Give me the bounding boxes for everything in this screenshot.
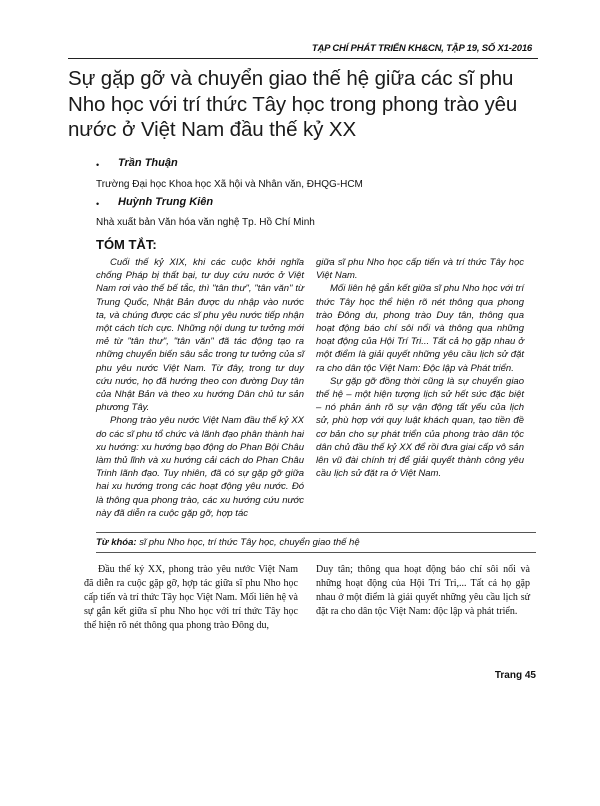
body-paragraph: Duy tân; thông qua hoạt động báo chí sôi nổi và những hoạt động của Hội Trí Tri,... Tất cả họ gặp nhau ở một điểm là giải quyết những yêu cầu lịch sử đặt ra cho dân tộc Việt Nam: độc lập và phát triển. <box>316 564 530 617</box>
paper-title: Sự gặp gỡ và chuyển giao thế hệ giữa các sĩ phu Nho học với trí thức Tây học trong phong trào yêu nước ở Việt Nam đầu thế kỷ XX <box>68 67 518 141</box>
author-name: Trần Thuận <box>118 157 178 169</box>
author-affiliation: Nhà xuất bản Văn hóa văn nghệ Tp. Hồ Chí Minh <box>96 217 315 228</box>
abstract-heading: TÓM TẮT: <box>96 237 157 252</box>
keywords-text: sĩ phu Nho học, trí thức Tây học, chuyển giao thế hệ <box>136 537 360 548</box>
author-affiliation: Trường Đại học Khoa học Xã hội và Nhân văn, ĐHQG-HCM <box>96 179 363 190</box>
author-bullet: • <box>96 160 100 170</box>
body-paragraph: Đầu thế kỷ XX, phong trào yêu nước Việt Nam đã diễn ra cuộc gặp gỡ, hợp tác giữa sĩ phu Nho học cấp tiến và trí thức Tây học Việt Nam. Mối liên hệ và sự gắn kết giữa sĩ phu Nho học với trí thức Tây học thể hiện rõ nét thông qua phong trào Đông du, <box>84 564 298 631</box>
keywords-bottom-rule <box>96 552 536 553</box>
abstract-paragraph: Phong trào yêu nước Việt Nam đầu thế kỷ XX do các sĩ phu tổ chức và lãnh đạo phân thành hai xu hướng: xu hướng bạo động do Phan Bội Châu làm thủ lĩnh và xu hướng cải cách do Phan Châu Trinh lãnh đạo. Tuy nhiên, đã có sự gặp gỡ giữa hai xu hướng trong các hoạt động yêu nước. Đó là thông qua phong trào, các xu hướng cứu nước này đã diễn ra cuộc gặp gỡ, hợp tác <box>96 415 304 519</box>
abstract-left-column <box>96 256 304 520</box>
abstract-paragraph: Cuối thế kỷ XIX, khi các cuộc khởi nghĩa chống Pháp bị thất bại, tư duy cứu nước ở Việt Nam rơi vào thế bế tắc, thì "tân thư", "tân văn" từ Trung Quốc, Nhật Bản được du nhập vào nước ta, và chúng được các sĩ phu yêu nước tiếp nhận một cách tích cực. Những nội dung tư tưởng mới mẻ từ "tân thư", "tân văn" đã tác động tạo ra những chuyển biến sâu sắc trong tư tưởng của sĩ phu yêu nước Việt Nam. Từ đây, trong tư duy cứu nước, họ đã hướng theo con đường Duy tân của Nhật Bản và theo xu hướng Dân chủ tư sản phương Tây. <box>96 257 304 414</box>
abstract-right-column <box>316 256 524 480</box>
keywords-top-rule <box>96 532 536 533</box>
abstract-paragraph: Sự gặp gỡ đồng thời cũng là sự chuyển giao thế hệ – một hiện tượng lịch sử hết sức đặc biệt – nó phản ánh rõ sự vận động tất yếu của lịch sử, phù hợp với quy luật khách quan, tạo tiền đề cơ bản cho sự phát triển của phong trào dân tộc dân chủ đầu thế kỷ XX để rồi đưa giai cấp vô sản lên vũ đài chính trị để giải quyết thành công yêu cầu lịch sử đặt ra ở Việt Nam. <box>316 375 524 480</box>
abstract-paragraph: giữa sĩ phu Nho học cấp tiến và trí thức Tây học Việt Nam. <box>316 257 524 282</box>
keywords-label: Từ khóa: <box>96 537 137 548</box>
author-bullet: • <box>96 199 100 209</box>
keywords <box>96 537 360 548</box>
header-divider <box>68 58 538 59</box>
journal-header: TẠP CHÍ PHÁT TRIỂN KH&CN, TẬP 19, SỐ X1-2016 <box>311 43 532 54</box>
body-right-column <box>316 563 530 619</box>
abstract-paragraph: Mối liên hệ gắn kết giữa sĩ phu Nho học với trí thức Tây học thể hiện rõ nét thông qua phong trào Đông du, phong trào Duy tân, thông qua hoạt động báo chí sôi nổi và thông qua những hoạt động của Hội Trí Tri... Tất cả họ gặp nhau ở một điểm là giải quyết những yêu cầu lịch sử đặt ra cho dân tộc Việt Nam: Độc lập và Phát triển. <box>316 283 524 374</box>
body-left-column <box>84 563 298 633</box>
page-number: Trang 45 <box>494 670 536 681</box>
author-name: Huỳnh Trung Kiên <box>118 196 214 208</box>
